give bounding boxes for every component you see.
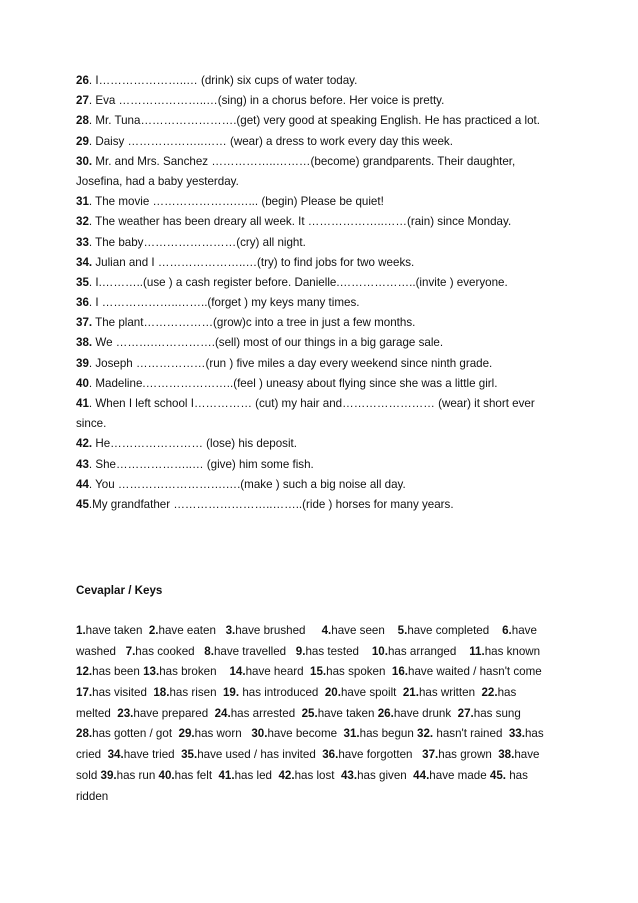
- key-answer: cried: [76, 748, 108, 762]
- key-number: 36.: [322, 748, 339, 762]
- exercise-line: [76, 253, 576, 273]
- key-number: 9.: [295, 644, 306, 658]
- exercise-number: 41: [76, 397, 89, 410]
- key-answer: hasn't rained: [433, 727, 509, 741]
- key-answer: has arrested: [230, 706, 302, 720]
- key-number: 3.: [225, 624, 236, 637]
- key-number: 10.: [371, 644, 388, 658]
- exercise-text: . Mr. Tuna…………………….(get) very good at speaking English. He has practiced a lot.: [88, 114, 540, 128]
- key-number: 41.: [218, 768, 235, 782]
- key-number: 24.: [214, 706, 231, 720]
- exercise-text: . When I left school I…………… (cut) my hair and…………………… (wear) it short ever: [88, 397, 535, 410]
- exercise-line: [76, 333, 576, 353]
- exercise-number: 32: [76, 215, 89, 229]
- key-answer: have heard: [245, 665, 311, 679]
- exercise-text: Julian and I …………………..…(try) to find jobs for two weeks.: [92, 255, 415, 269]
- key-answer: have spoilt: [340, 686, 403, 700]
- key-answer: have tried: [123, 748, 182, 762]
- key-number: 8.: [204, 644, 214, 658]
- key-answer: have taken: [85, 624, 149, 637]
- key-number: 40.: [158, 768, 175, 782]
- key-line: [76, 745, 576, 766]
- key-number: 45.: [489, 768, 507, 782]
- exercise-line: [76, 495, 576, 515]
- exercise-line: [76, 475, 576, 495]
- key-number: 4.: [321, 624, 332, 637]
- key-number: 35.: [181, 748, 198, 762]
- key-answer: has spoken: [326, 665, 392, 679]
- key-number: 25.: [301, 706, 318, 720]
- exercise-number: 36: [76, 296, 89, 310]
- key-line: [76, 787, 576, 808]
- key-number: 31.: [343, 727, 360, 741]
- exercise-text: .My grandfather ……………………..……..(ride ) horses for many years.: [88, 497, 454, 511]
- key-answer: has been: [92, 665, 144, 679]
- exercise-line: [76, 91, 576, 111]
- key-number: 18.: [153, 686, 170, 700]
- exercise-text: . I.………..(use ) a cash register before. Danielle.………………..(invite ) everyone.: [88, 275, 508, 289]
- answer-key: [76, 621, 576, 807]
- exercise-text: . Eva …………………..…(sing) in a chorus before. Her voice is pretty.: [88, 94, 445, 108]
- key-number: 27.: [457, 706, 474, 720]
- exercise-number: 29: [76, 134, 89, 148]
- exercise-line: [76, 172, 576, 192]
- exercise-line: [76, 233, 576, 253]
- key-number: 6.: [502, 624, 512, 637]
- key-number: 11.: [469, 644, 485, 658]
- exercise-text: The plant………………(grow)c into a tree in just a few months.: [92, 316, 416, 330]
- exercise-list: [76, 71, 576, 515]
- key-number: 29.: [178, 727, 195, 741]
- key-line: [76, 642, 576, 663]
- key-line: [76, 724, 576, 745]
- key-answer: has written: [418, 686, 482, 700]
- key-number: 14.: [229, 665, 246, 679]
- key-answer: ridden: [76, 789, 109, 803]
- key-answer: have travelled: [213, 644, 296, 658]
- exercise-line: [76, 111, 576, 131]
- key-line: [76, 662, 576, 683]
- key-number: 39.: [100, 768, 117, 782]
- exercise-text: since.: [76, 417, 107, 431]
- exercise-number: 39: [76, 356, 89, 370]
- exercise-number: 40: [76, 376, 89, 390]
- exercise-number: 27: [76, 94, 89, 108]
- key-answer: have completed: [407, 624, 503, 637]
- exercise-line: [76, 354, 576, 374]
- key-answer: has broken: [159, 665, 230, 679]
- key-answer: have drunk: [393, 706, 458, 720]
- exercise-text: . The baby……………………(cry) all night.: [88, 235, 306, 249]
- exercise-number: 42.: [76, 437, 93, 451]
- key-answer: have prepared: [133, 706, 215, 720]
- exercise-number: 37.: [76, 316, 93, 330]
- exercise-text: . Madeline.…………………..(feel ) uneasy about flying since she was a little girl.: [88, 376, 498, 390]
- exercise-number: 34.: [76, 255, 93, 269]
- key-answer: melted: [76, 706, 118, 720]
- key-answer: have seen: [331, 624, 398, 637]
- key-answer: has led: [234, 768, 279, 782]
- key-answer: have become: [267, 727, 344, 741]
- key-number: 37.: [422, 748, 439, 762]
- key-answer: sold: [76, 768, 101, 782]
- key-answer: has tested: [305, 644, 372, 658]
- exercise-line: [76, 394, 576, 414]
- key-number: 13.: [143, 665, 160, 679]
- exercise-line: [76, 313, 576, 333]
- key-number: 12.: [76, 665, 93, 679]
- key-number: 32.: [417, 727, 434, 741]
- exercise-line: [76, 273, 576, 293]
- key-answer: has lost: [294, 768, 341, 782]
- exercise-line: [76, 132, 576, 152]
- exercise-text: Josefina, had a baby yesterday.: [76, 174, 239, 188]
- exercise-text: . The weather has been dreary all week. It ………………..……(rain) since Monday.: [88, 215, 512, 229]
- key-answer: have forgotten: [338, 748, 423, 762]
- key-number: 34.: [107, 748, 124, 762]
- exercise-text: . She………………..… (give) him some fish.: [88, 457, 314, 471]
- exercise-text: . You ……………………….….(make ) such a big noise all day.: [88, 477, 406, 491]
- key-number: 26.: [377, 706, 394, 720]
- key-answer: have eaten: [158, 624, 226, 637]
- exercise-line: [76, 374, 576, 394]
- exercise-text: We ……….…………….(sell) most of our things in a big garage sale.: [92, 336, 444, 350]
- exercise-line: [76, 293, 576, 313]
- key-answer: has risen: [169, 686, 223, 700]
- key-answer: has arranged: [387, 644, 470, 658]
- key-number: 22.: [481, 686, 498, 700]
- key-answer: has worn: [194, 727, 252, 741]
- key-line: [76, 683, 576, 704]
- key-number: 42.: [278, 768, 295, 782]
- exercise-text: . Daisy ………………..…… (wear) a dress to work every day this week.: [88, 134, 453, 148]
- key-number: 19.: [222, 686, 240, 700]
- exercise-number: 28: [76, 114, 89, 128]
- exercise-number: 30.: [76, 154, 93, 168]
- key-number: 43.: [340, 768, 358, 782]
- exercise-line: [76, 414, 576, 434]
- key-number: 30.: [251, 727, 268, 741]
- exercise-line: [76, 192, 576, 212]
- key-number: 44.: [413, 768, 430, 782]
- exercise-number: 33: [76, 235, 89, 249]
- key-answer: have: [511, 624, 537, 637]
- key-line: [76, 621, 576, 642]
- key-number: 38.: [498, 748, 515, 762]
- exercise-text: . I…………………..… (drink) six cups of water today.: [88, 74, 358, 87]
- key-number: 17.: [76, 686, 93, 700]
- key-answer: washed: [76, 644, 126, 658]
- key-number: 33.: [508, 727, 525, 741]
- key-number: 28.: [76, 727, 93, 741]
- exercise-text: Mr. and Mrs. Sanchez ……………..………(become) grandparents. Their daughter,: [92, 154, 516, 168]
- key-answer: have waited / hasn't come: [408, 665, 542, 679]
- key-number: 15.: [310, 665, 327, 679]
- exercise-number: 26: [76, 74, 89, 87]
- key-answer: has introduced: [239, 686, 325, 700]
- exercise-line: [76, 71, 576, 91]
- exercise-number: 31: [76, 195, 89, 209]
- key-number: 2.: [148, 624, 159, 637]
- exercise-number: 44: [76, 477, 89, 491]
- key-answer: has grown: [438, 748, 499, 762]
- exercise-line: [76, 212, 576, 232]
- key-answer: has: [524, 727, 544, 741]
- exercise-text: . I ………………..……..(forget ) my keys many times.: [88, 296, 360, 310]
- key-number: 1.: [76, 624, 86, 637]
- key-answer: have made: [429, 768, 490, 782]
- exercise-line: [76, 455, 576, 475]
- key-answer: has gotten / got: [92, 727, 179, 741]
- key-number: 5.: [397, 624, 408, 637]
- key-answer: have taken: [317, 706, 378, 720]
- key-number: 23.: [117, 706, 134, 720]
- exercise-number: 35: [76, 275, 89, 289]
- exercise-text: He…………………… (lose) his deposit.: [92, 437, 297, 451]
- key-number: 20.: [324, 686, 341, 700]
- key-answer: have: [514, 748, 540, 762]
- key-line: [76, 704, 576, 725]
- exercise-text: . Joseph ………………(run ) five miles a day every weekend since ninth grade.: [88, 356, 493, 370]
- exercise-number: 45: [76, 497, 89, 511]
- key-number: 21.: [402, 686, 419, 700]
- key-answer: has given: [357, 768, 414, 782]
- keys-heading: Cevaplar / Keys: [76, 584, 163, 597]
- key-answer: has begun: [359, 727, 418, 741]
- key-answer: has run: [116, 768, 159, 782]
- key-answer: has known: [484, 644, 541, 658]
- key-answer: has visited: [92, 686, 154, 700]
- key-answer: has felt: [174, 768, 219, 782]
- key-answer: has: [506, 768, 528, 782]
- key-number: 7.: [125, 644, 136, 658]
- exercise-line: [76, 152, 576, 172]
- exercise-number: 43: [76, 457, 89, 471]
- key-answer: has: [497, 686, 517, 700]
- exercise-text: . The movie ………………….…... (begin) Please be quiet!: [88, 195, 384, 209]
- key-answer: have used / has invited: [197, 748, 323, 762]
- key-number: 16.: [391, 665, 409, 679]
- key-answer: have brushed: [235, 624, 322, 637]
- exercise-line: [76, 434, 576, 454]
- key-line: [76, 766, 576, 787]
- exercise-number: 38.: [76, 336, 93, 350]
- key-answer: has cooked: [135, 644, 205, 658]
- key-answer: has sung: [473, 706, 521, 720]
